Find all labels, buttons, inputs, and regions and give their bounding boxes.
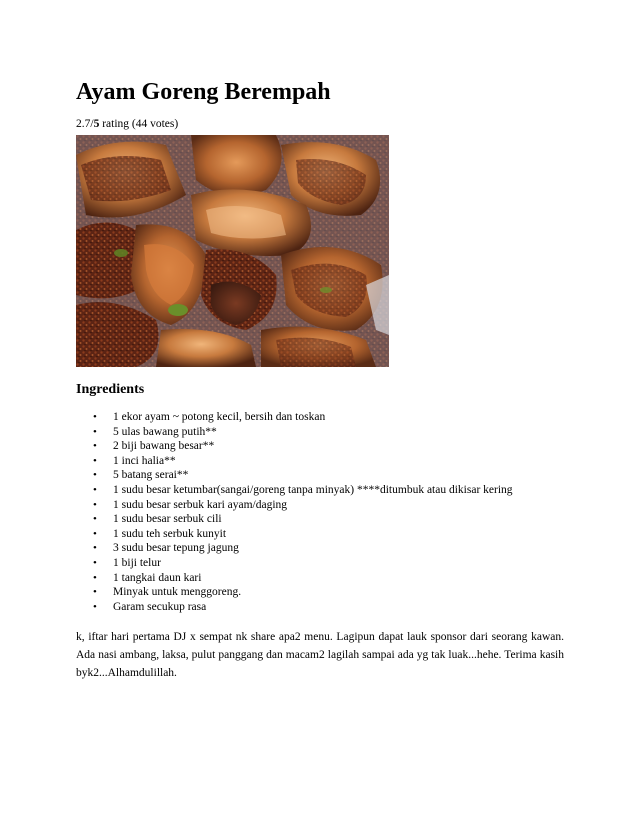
list-item: • 1 tangkai daun kari <box>93 571 202 584</box>
fried-chicken-photo <box>76 135 389 367</box>
ingredients-list <box>76 410 564 614</box>
bullet-icon: • <box>93 411 97 423</box>
list-item: • 1 sudu besar ketumbar(sangai/goreng tanpa minyak) ****ditumbuk atau dikisar kering <box>93 483 513 496</box>
list-item: • Garam secukup rasa <box>93 600 207 613</box>
bullet-icon: • <box>93 440 97 453</box>
list-item: • 1 ekor ayam ~ potong kecil, bersih dan toskan <box>93 411 326 423</box>
list-item: • 3 sudu besar tepung jagung <box>93 542 239 555</box>
bullet-icon: • <box>93 586 97 599</box>
bullet-icon: • <box>93 513 97 526</box>
list-item: • 5 batang serai** <box>93 469 189 482</box>
bullet-icon: • <box>93 571 97 584</box>
list-item: • 1 inci halia** <box>93 454 176 467</box>
bullet-icon: • <box>93 498 97 511</box>
rating-separator: / <box>90 118 94 130</box>
bullet-icon: • <box>93 425 97 438</box>
rating-votes: rating (44 votes) <box>99 118 179 130</box>
ingredients-heading: Ingredients <box>76 382 145 397</box>
recipe-title: Ayam Goreng Berempah <box>76 79 331 105</box>
list-item: • 5 ulas bawang putih** <box>93 425 217 438</box>
rating-max: 5 <box>93 118 100 130</box>
list-item: • 1 biji telur <box>93 556 161 569</box>
bullet-icon: • <box>93 483 97 496</box>
list-item: • Minyak untuk menggoreng. <box>93 586 242 599</box>
bullet-icon: • <box>93 527 97 540</box>
bullet-icon: • <box>93 454 97 467</box>
list-item: • 2 biji bawang besar** <box>93 440 215 453</box>
list-item: • 1 sudu besar serbuk cili <box>93 513 222 526</box>
list-item: • 1 sudu teh serbuk kunyit <box>93 527 227 540</box>
story-paragraph: k, iftar hari pertama DJ x sempat nk share apa2 menu. Lagipun dapat lauk sponsor dari seorang kawan. Ada nasi ambang, laksa, pulut panggang dan macam2 lagilah sampai ada yg tak luak...hehe. Terima kasih byk2...Alhamdulillah. <box>76 631 564 679</box>
bullet-icon: • <box>93 556 97 569</box>
list-item: • 1 sudu besar serbuk kari ayam/daging <box>93 498 288 511</box>
rating-line <box>76 117 178 131</box>
bullet-icon: • <box>93 542 97 555</box>
bullet-icon: • <box>93 600 97 613</box>
rating-score: 2.7 <box>76 118 91 130</box>
bullet-icon: • <box>93 469 97 482</box>
